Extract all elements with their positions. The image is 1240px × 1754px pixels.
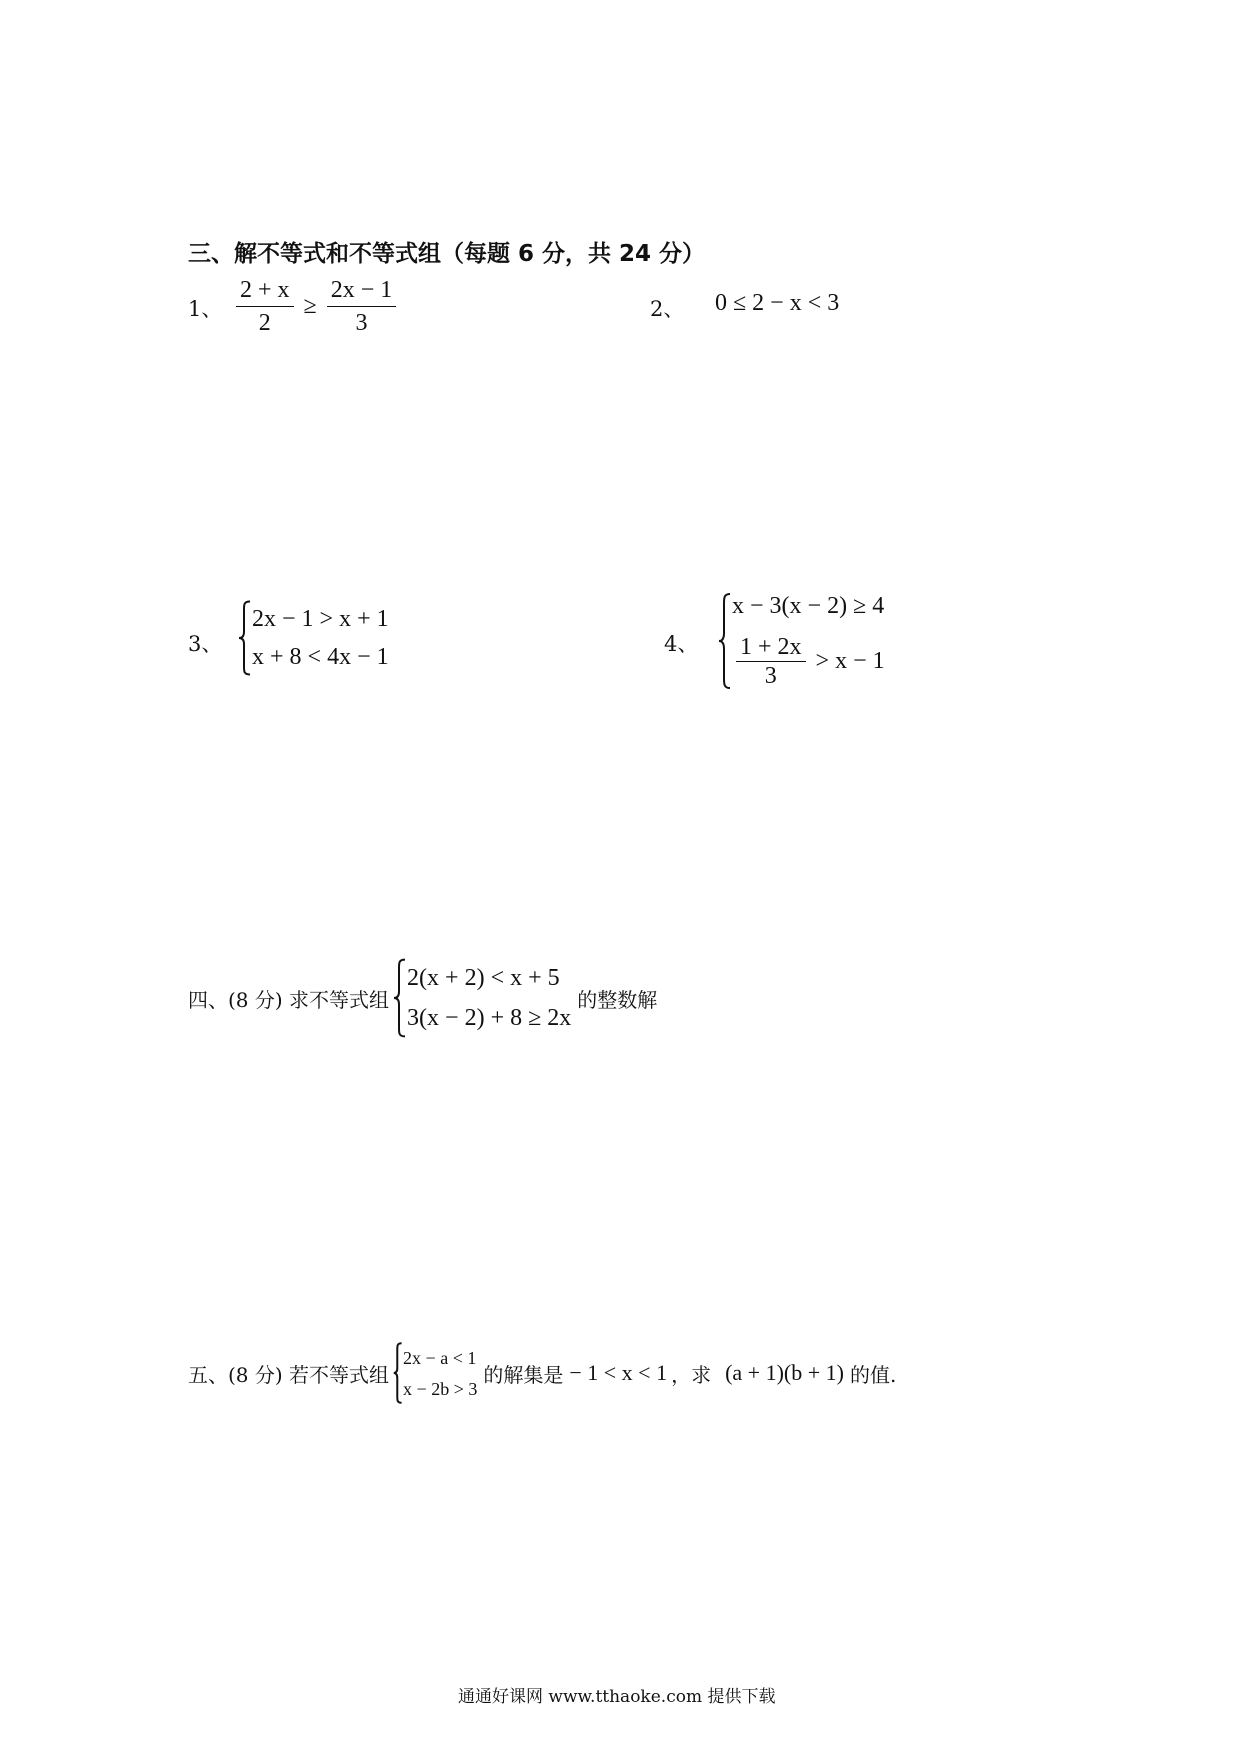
q1-right-numerator: 2x − 1	[327, 274, 397, 307]
section-4	[188, 958, 657, 1038]
q1-label: 1、	[188, 297, 223, 321]
section-4-system	[393, 958, 571, 1038]
section-5-line-1: 2x − a < 1	[403, 1347, 477, 1368]
section-5-middle: 的解集是	[483, 1362, 564, 1387]
q4-rest: > x − 1	[815, 648, 885, 674]
q2-label: 2、	[650, 297, 685, 321]
q4-brace	[718, 592, 732, 690]
q4-denominator: 3	[764, 663, 777, 689]
section-4-line-1: 2(x + 2) < x + 5	[407, 965, 560, 991]
q1-right-fraction	[327, 274, 397, 339]
q4-line-2	[732, 633, 889, 690]
section-4-suffix: 的整数解	[577, 987, 658, 1012]
section-5-suffix: 的值.	[849, 1362, 897, 1387]
section-5-prefix: 五、(8 分) 若不等式组	[188, 1362, 390, 1387]
section-3-title: 三、解不等式和不等式组（每题 6 分，共 24 分）	[188, 241, 706, 267]
q3-system	[238, 600, 389, 676]
q4-fraction	[736, 633, 806, 690]
section-5	[188, 1342, 896, 1404]
section-5-ask: ，求	[671, 1362, 712, 1387]
section-4-brace	[393, 958, 407, 1038]
section-5-expr: (a + 1)(b + 1)	[725, 1360, 844, 1385]
q1-left-fraction	[236, 274, 294, 339]
footer-credit: 通通好课网 www.tthaoke.com 提供下载	[458, 1687, 776, 1707]
q1-relation: ≥	[303, 293, 317, 319]
section-4-prefix: 四、(8 分) 求不等式组	[188, 987, 390, 1012]
q1-right-denominator: 3	[355, 310, 368, 336]
q1-inequality	[236, 274, 396, 339]
q4-line-1: x − 3(x − 2) ≥ 4	[732, 593, 885, 619]
q3-brace	[238, 600, 252, 676]
q4-system	[718, 592, 889, 690]
q3-label: 3、	[188, 632, 223, 656]
section-5-line-2: x − 2b > 3	[403, 1378, 478, 1399]
section-5-brace	[393, 1342, 403, 1404]
q4-numerator: 1 + 2x	[736, 633, 806, 662]
q3-line-1: 2x − 1 > x + 1	[252, 606, 389, 632]
section-5-range: − 1 < x < 1	[569, 1360, 668, 1385]
section-5-system	[393, 1342, 477, 1404]
q1-left-numerator: 2 + x	[236, 274, 294, 307]
q1-left-denominator: 2	[258, 310, 271, 336]
section-4-line-2: 3(x − 2) + 8 ≥ 2x	[407, 1005, 572, 1031]
q3-line-2: x + 8 < 4x − 1	[252, 644, 389, 670]
q4-label: 4、	[664, 632, 699, 656]
q2-inequality: 0 ≤ 2 − x < 3	[715, 290, 840, 316]
